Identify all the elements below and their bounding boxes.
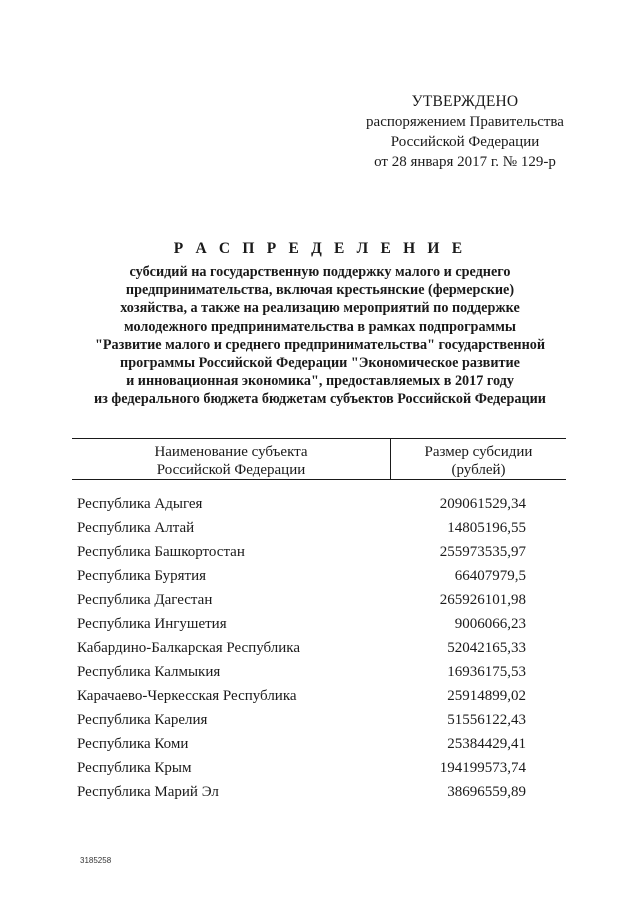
subtitle-line: субсидий на государственную поддержку малого и среднего	[129, 264, 511, 280]
table-row	[72, 567, 566, 591]
subtitle-line: программы Российской Федерации "Экономическое развитие	[120, 355, 520, 372]
table-row	[72, 591, 566, 615]
row-subject: Республика Башкортостан	[77, 544, 245, 560]
table-header	[72, 438, 566, 480]
row-subject: Республика Коми	[77, 736, 189, 752]
row-amount: 265926101,98	[439, 592, 526, 608]
row-subject: Республика Карелия	[77, 712, 208, 728]
approval-line-2: Российской Федерации	[390, 134, 540, 150]
document-subtitle	[40, 263, 600, 409]
document-title: Р А С П Р Е Д Е Л Е Н И Е	[173, 240, 467, 257]
row-amount: 25914899,02	[447, 688, 526, 704]
header-subject-line: Российской Федерации	[156, 462, 306, 478]
subtitle-line: и инновационная экономика", предоставляемых в 2017 году	[126, 373, 514, 390]
subtitle-line: из федерального бюджета бюджетам субъектов Российской Федерации	[94, 391, 546, 408]
subtitle-line: хозяйства, а также на реализацию мероприятий по поддержке	[120, 300, 520, 317]
table-row	[72, 495, 566, 519]
table-row	[72, 687, 566, 711]
row-amount: 209061529,34	[439, 496, 526, 512]
table-body	[72, 495, 566, 807]
header-subject	[72, 443, 390, 479]
row-amount: 194199573,74	[439, 760, 526, 776]
row-subject: Республика Адыгея	[77, 496, 203, 512]
row-amount: 38696559,89	[447, 784, 526, 800]
approval-block	[330, 92, 600, 172]
row-amount: 52042165,33	[447, 640, 526, 656]
table-row	[72, 519, 566, 543]
row-subject: Карачаево-Черкесская Республика	[77, 688, 297, 704]
row-subject: Республика Крым	[77, 760, 192, 776]
row-subject: Республика Ингушетия	[77, 616, 227, 632]
subsidy-table	[72, 438, 566, 800]
header-subject-line: Наименование субъекта	[154, 444, 308, 460]
approval-line-3: от 28 января 2017 г. № 129-р	[374, 154, 556, 170]
row-subject: Республика Калмыкия	[77, 664, 221, 680]
row-amount: 51556122,43	[447, 712, 526, 728]
table-row	[72, 711, 566, 735]
table-row	[72, 759, 566, 783]
row-subject: Кабардино-Балкарская Республика	[77, 640, 301, 656]
approval-line-1: распоряжением Правительства	[366, 114, 564, 130]
table-row	[72, 543, 566, 567]
table-row	[72, 735, 566, 759]
row-amount: 255973535,97	[439, 544, 526, 560]
row-subject: Республика Алтай	[77, 520, 195, 536]
row-amount: 9006066,23	[454, 616, 526, 632]
header-amount-line: Размер субсидии	[424, 444, 533, 460]
row-amount: 14805196,55	[447, 520, 526, 536]
row-subject: Республика Марий Эл	[77, 784, 219, 800]
table-row	[72, 615, 566, 639]
row-amount: 66407979,5	[454, 568, 526, 584]
table-row	[72, 663, 566, 687]
subtitle-line: предпринимательства, включая крестьянские (фермерские)	[125, 282, 515, 299]
row-amount: 25384429,41	[447, 736, 526, 752]
approval-heading: УТВЕРЖДЕНО	[411, 93, 519, 110]
document-code: 3185258	[80, 856, 112, 865]
header-amount	[391, 443, 566, 479]
table-row	[72, 639, 566, 663]
row-amount: 16936175,53	[447, 664, 526, 680]
table-row	[72, 783, 566, 807]
subtitle-line: "Развитие малого и среднего предпринимательства" государственной	[94, 336, 546, 353]
header-amount-line: (рублей)	[451, 462, 506, 478]
row-subject: Республика Бурятия	[77, 568, 207, 584]
subtitle-line: молодежного предпринимательства в рамках подпрограммы	[124, 318, 516, 335]
row-subject: Республика Дагестан	[77, 592, 213, 608]
